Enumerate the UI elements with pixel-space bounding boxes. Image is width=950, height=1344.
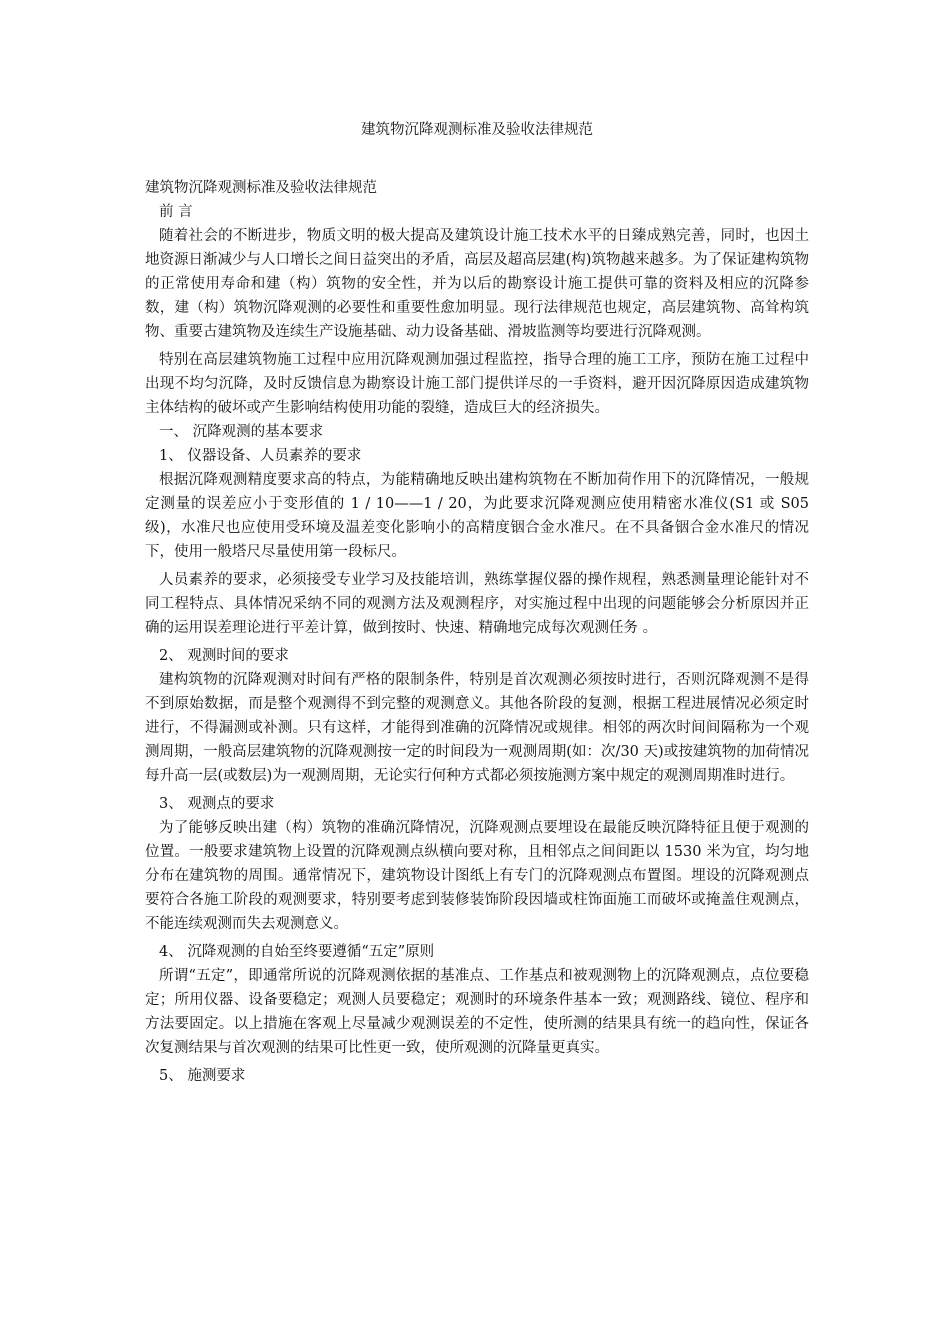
subsection-1-paragraph-2: 人员素养的要求，必须接受专业学习及技能培训，熟练掌握仪器的操作规程，熟悉测量理论能针对不同工程特点、具体情况采纳不同的观测方法及观测程序，对实施过程中出现的问题能够会分析原因并正确的运用误差理论进行平差计算，做到按时、快速、精确地完成每次观测任务 。 [145, 572, 809, 636]
subsection-heading-5: 5、 施测要求 [159, 1068, 246, 1084]
section-heading-1: 一、 沉降观测的基本要求 [159, 424, 324, 440]
intro-paragraph-1: 随着社会的不断进步，物质文明的极大提高及建筑设计施工技术水平的日臻成熟完善，同时，也因土地资源日渐减少与人口增长之间日益突出的矛盾，高层及超高层建(构)筑物越来越多。为了保证建构筑物的正常使用寿命和建（构）筑物的安全性，并为以后的勘察设计施工提供可靠的资料及相应的沉降参数，建（构）筑物沉降观测的必要性和重要性愈加明显。现行法律规范也规定，高层建筑物、高耸构筑物、重要古建筑物及连续生产设施基础、动力设备基础、滑坡监测等均要进行沉降观测。 [145, 228, 809, 340]
subsection-heading-4: 4、 沉降观测的自始至终要遵循“五定”原则 [159, 944, 435, 960]
subsection-heading-2: 2、 观测时间的要求 [159, 648, 289, 664]
subsection-heading-3: 3、 观测点的要求 [159, 796, 275, 812]
document-page [145, 120, 809, 1088]
subsection-3-paragraph-1: 为了能够反映出建（构）筑物的准确沉降情况，沉降观测点要埋设在最能反映沉降特征且便于观测的位置。一般要求建筑物上设置的沉降观测点纵横向要对称，且相邻点之间间距以 1530 米为宜，均匀地分布在建筑物的周围。通常情况下，建筑物设计图纸上有专门的沉降观测点布置图。埋设的沉降观测点要符合各施工阶段的观测要求，特别要考虑到装修装饰阶段因墙或柱饰面施工而破坏或掩盖住观测点，不能连续观测而失去观测意义。 [145, 820, 809, 932]
subsection-1-paragraph-1: 根据沉降观测精度要求高的特点，为能精确地反映出建构筑物在不断加荷作用下的沉降情况，一般规定测量的误差应小于变形值的 1 / 10——1 / 20，为此要求沉降观测应使用精密水准仪(S1 或 S05 级)，水准尺也应使用受环境及温差变化影响小的高精度铟合金水准尺。在不具备铟合金水准尺的情况下，使用一般塔尺尽量使用第一段标尺。 [145, 472, 809, 560]
subsection-heading-1: 1、 仪器设备、人员素养的要求 [159, 448, 362, 464]
intro-paragraph-2: 特别在高层建筑物施工过程中应用沉降观测加强过程监控，指导合理的施工工序，预防在施工过程中出现不均匀沉降，及时反馈信息为勘察设计施工部门提供详尽的一手资料，避开因沉降原因造成建筑物主体结构的破坏或产生影响结构使用功能的裂缝，造成巨大的经济损失。 [145, 352, 809, 416]
subsection-4-paragraph-1: 所谓“五定”，即通常所说的沉降观测依据的基准点、工作基点和被观测物上的沉降观测点，点位要稳定；所用仪器、设备要稳定；观测人员要稳定；观测时的环境条件基本一致；观测路线、镜位、程序和方法要固定。以上措施在客观上尽量减少观测误差的不定性，使所测的结果具有统一的趋向性，保证各次复测结果与首次观测的结果可比性更一致，使所观测的沉降量更真实。 [145, 968, 809, 1056]
subsection-2-paragraph-1: 建构筑物的沉降观测对时间有严格的限制条件，特别是首次观测必须按时进行，否则沉降观测不是得不到原始数据，而是整个观测得不到完整的观测意义。其他各阶段的复测，根据工程进展情况必须定时进行，不得漏测或补测。只有这样，才能得到准确的沉降情况或规律。相邻的两次时间间隔称为一个观测周期，一般高层建筑物的沉降观测按一定的时间段为一观测周期(如：次/30 天)或按建筑物的加荷情况每升高一层(或数层)为一观测周期，无论实行何种方式都必须按施测方案中规定的观测周期准时进行。 [145, 672, 809, 784]
document-subtitle: 建筑物沉降观测标准及验收法律规范 [145, 180, 377, 196]
document-title: 建筑物沉降观测标准及验收法律规范 [361, 122, 593, 138]
preface-heading: 前 言 [159, 204, 193, 220]
